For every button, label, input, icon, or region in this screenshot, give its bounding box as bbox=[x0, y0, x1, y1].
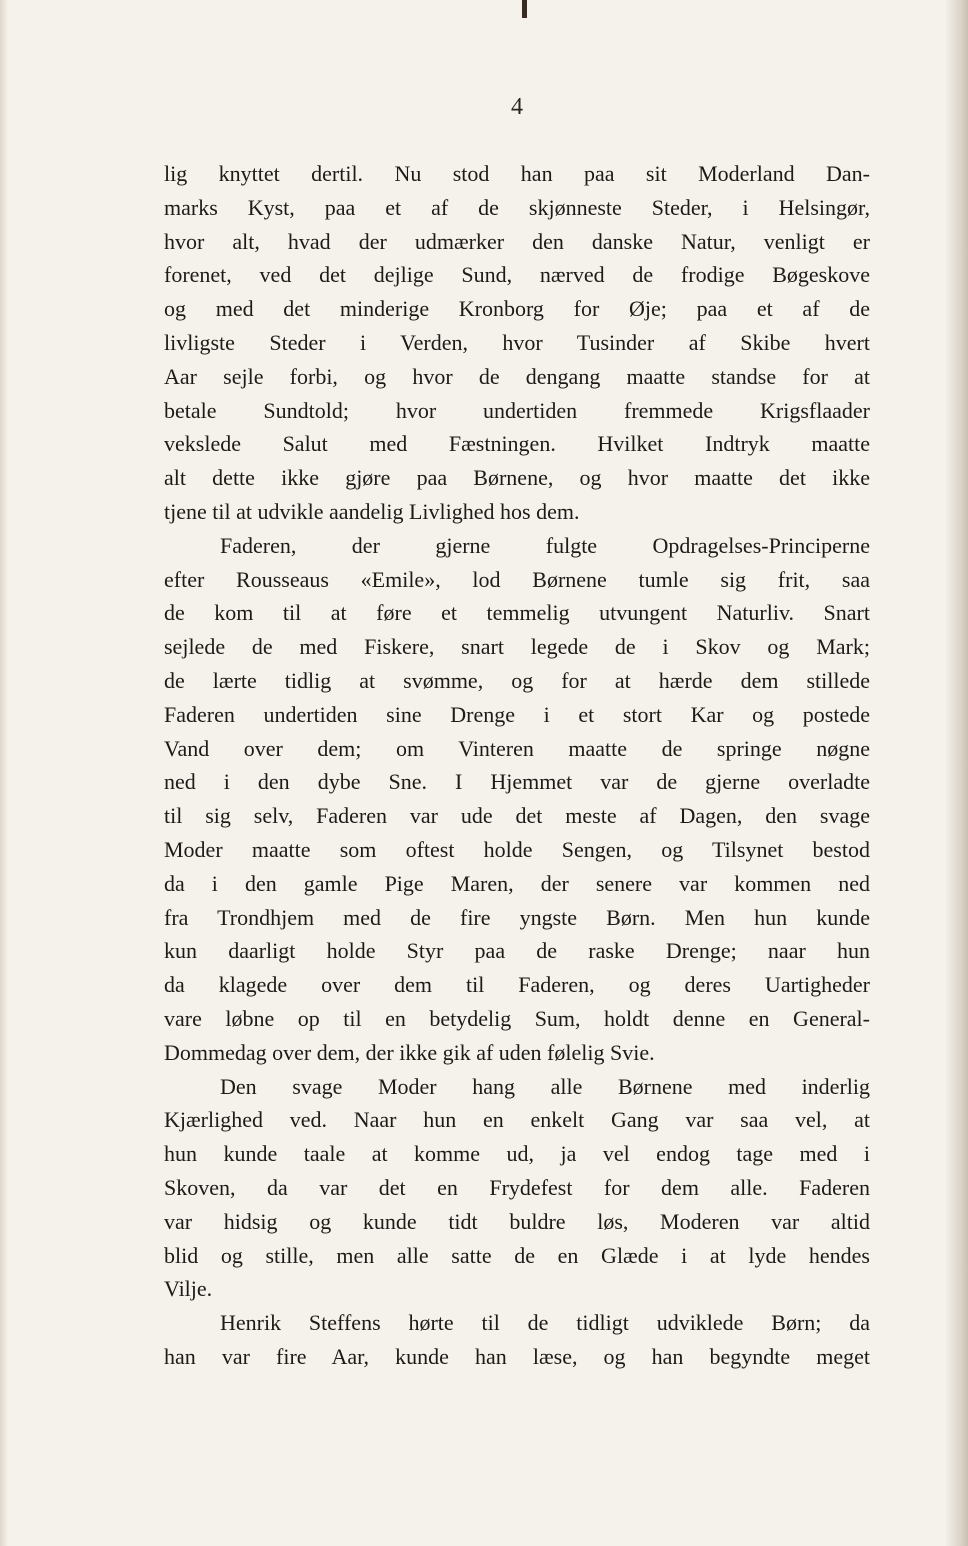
text-line: livligste Steder i Verden, hvor Tusinder af Skibe hvert bbox=[164, 329, 870, 355]
paragraph bbox=[164, 529, 870, 1070]
paragraph bbox=[164, 1070, 870, 1307]
text-line: blid og stille, men alle satte de en Glæde i at lyde hendes bbox=[164, 1242, 870, 1268]
text-line: efter Rousseaus «Emile», lod Børnene tumle sig frit, saa bbox=[164, 566, 870, 592]
text-line: Den svage Moder hang alle Børnene med inderlig bbox=[220, 1073, 870, 1099]
paragraph bbox=[164, 1306, 870, 1374]
page-number: 4 bbox=[511, 94, 523, 120]
text-line: Henrik Steffens hørte til de tidligt udviklede Børn; da bbox=[220, 1310, 870, 1336]
text-line: de kom til at føre et temmelig utvungent Naturliv. Snart bbox=[164, 600, 870, 626]
text-line: Moder maatte som oftest holde Sengen, og Tilsynet bestod bbox=[164, 836, 870, 862]
text-line: og med det minderige Kronborg for Øje; paa et af de bbox=[164, 296, 870, 322]
text-line: da klagede over dem til Faderen, og deres Uartigheder bbox=[164, 972, 870, 998]
text-line: betale Sundtold; hvor undertiden fremmede Krigsflaader bbox=[164, 397, 870, 423]
text-line: de lærte tidlig at svømme, og for at hærde dem stillede bbox=[164, 667, 870, 693]
text-line: lig knyttet dertil. Nu stod han paa sit Moderland Dan- bbox=[164, 161, 870, 186]
text-line: Skoven, da var det en Frydefest for dem alle. Faderen bbox=[164, 1174, 870, 1200]
text-line: han var fire Aar, kunde han læse, og han begyndte meget bbox=[164, 1343, 870, 1369]
text-line: marks Kyst, paa et af de skjønneste Steder, i Helsingør, bbox=[164, 194, 870, 220]
text-line: sejlede de med Fiskere, snart legede de i Skov og Mark; bbox=[164, 634, 870, 660]
binding-mark bbox=[522, 0, 527, 18]
text-line: Dommedag over dem, der ikke gik af uden følelig Svie. bbox=[164, 1039, 655, 1065]
text-line: ned i den dybe Sne. I Hjemmet var de gjerne overladte bbox=[164, 769, 870, 795]
text-line: vekslede Salut med Fæstningen. Hvilket Indtryk maatte bbox=[164, 431, 870, 457]
text-line: fra Trondhjem med de fire yngste Børn. Men hun kunde bbox=[164, 904, 870, 930]
text-line: Aar sejle forbi, og hvor de dengang maatte standse for at bbox=[164, 363, 870, 389]
text-line: til sig selv, Faderen var ude det meste af Dagen, den svage bbox=[164, 803, 870, 829]
body-text bbox=[164, 157, 870, 1374]
text-line: Faderen, der gjerne fulgte Opdragelses-Principerne bbox=[220, 532, 870, 558]
text-line: vare løbne op til en betydelig Sum, holdt denne en General- bbox=[164, 1005, 870, 1031]
paragraph bbox=[164, 157, 870, 529]
text-line: forenet, ved det dejlige Sund, nærved de frodige Bøgeskove bbox=[164, 262, 870, 288]
text-line: hvor alt, hvad der udmærker den danske Natur, venligt er bbox=[164, 228, 870, 254]
text-line: kun daarligt holde Styr paa de raske Drenge; naar hun bbox=[164, 938, 870, 964]
text-line: Kjærlighed ved. Naar hun en enkelt Gang var saa vel, at bbox=[164, 1107, 870, 1133]
page-right-edge bbox=[946, 0, 968, 1546]
page-left-edge bbox=[0, 0, 8, 1546]
text-line: Faderen undertiden sine Drenge i et stort Kar og postede bbox=[164, 701, 870, 727]
text-line: da i den gamle Pige Maren, der senere var kommen ned bbox=[164, 870, 870, 896]
text-line: var hidsig og kunde tidt buldre løs, Moderen var altid bbox=[164, 1208, 870, 1234]
text-line: Vand over dem; om Vinteren maatte de springe nøgne bbox=[164, 735, 870, 761]
text-line: Vilje. bbox=[164, 1276, 213, 1302]
text-line: hun kunde taale at komme ud, ja vel endog tage med i bbox=[164, 1141, 870, 1167]
text-line: alt dette ikke gjøre paa Børnene, og hvor maatte det ikke bbox=[164, 465, 870, 491]
text-line: tjene til at udvikle aandelig Livlighed hos dem. bbox=[164, 498, 580, 524]
